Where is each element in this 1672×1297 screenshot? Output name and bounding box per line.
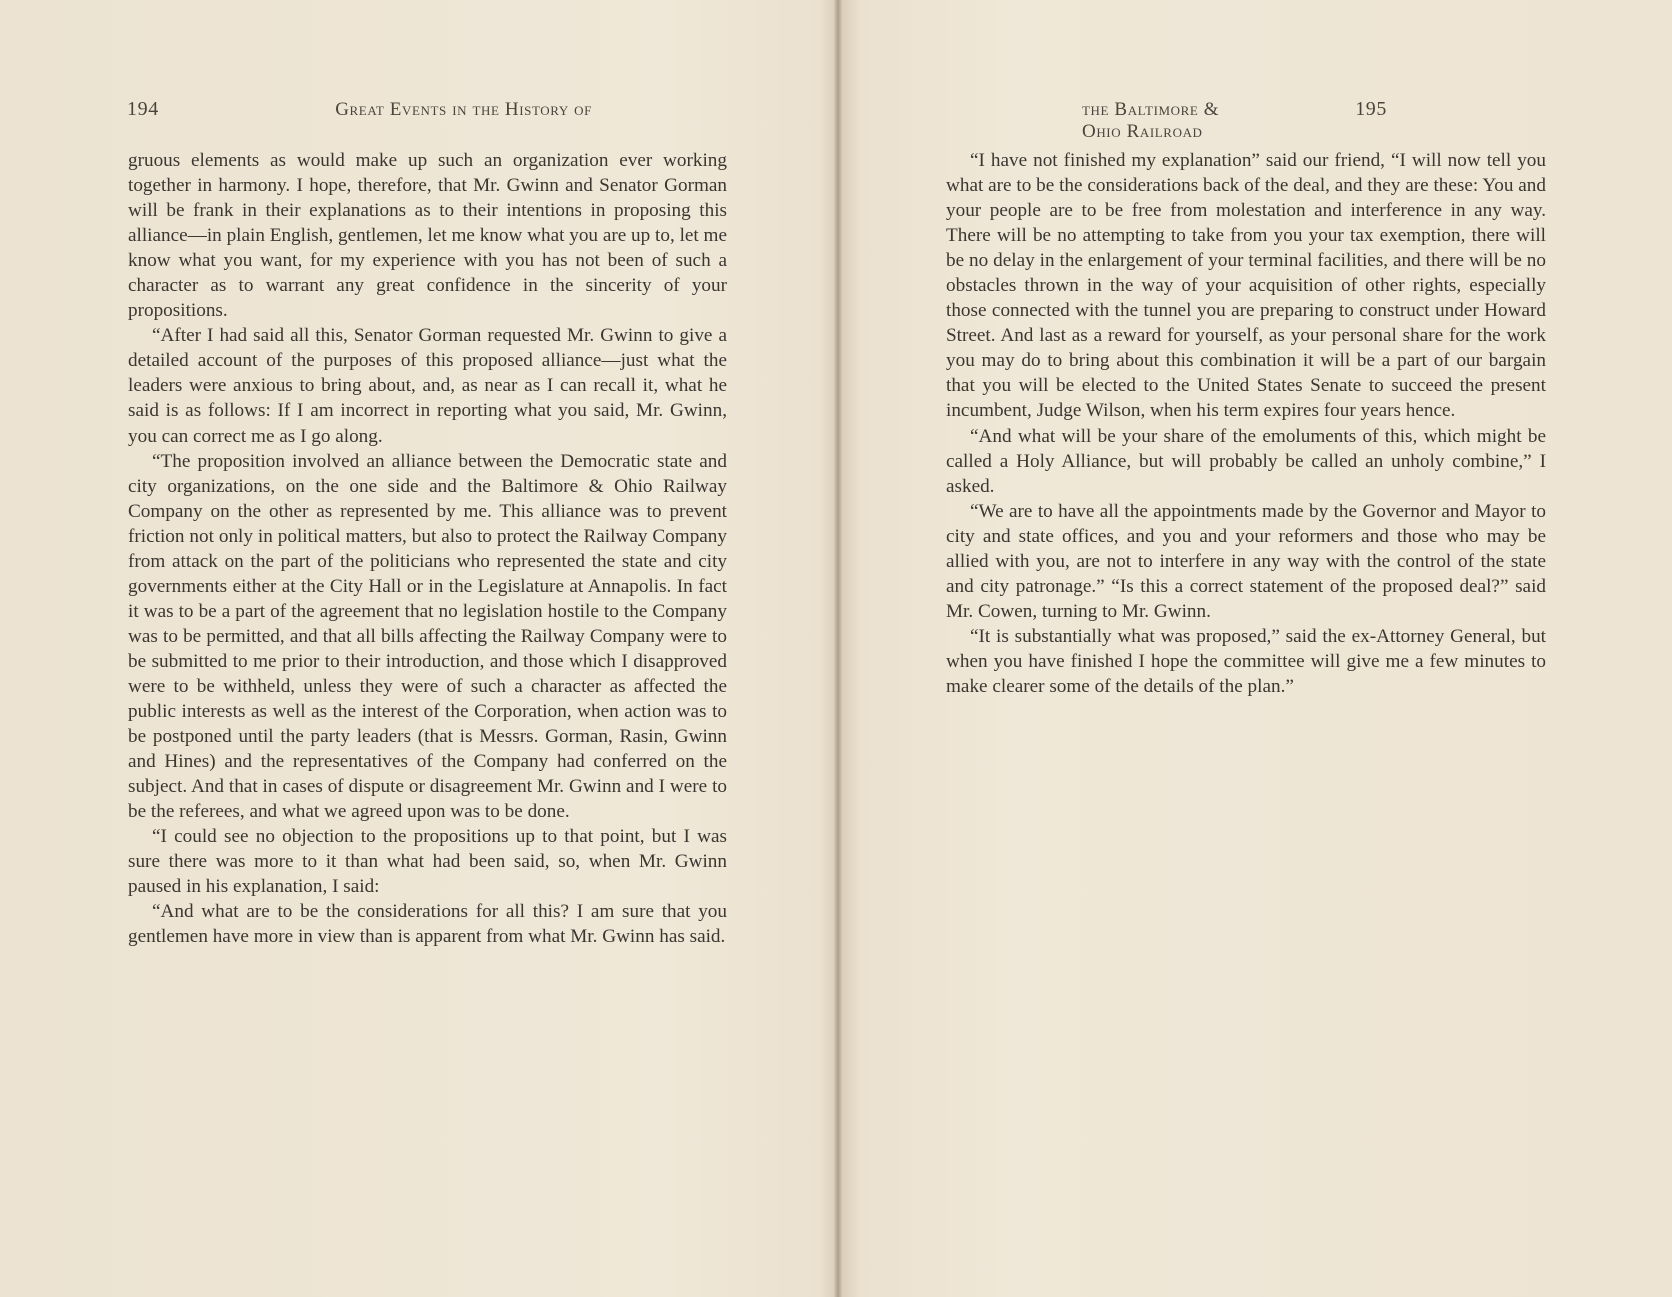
left-running-head [127,98,727,124]
paragraph: “And what are to be the considerations for all this? I am sure that you gentlemen have more in view than is apparent from what Mr. Gwinn has said. [128,901,727,948]
paragraph: “The proposition involved an alliance between the Democratic state and city organizations, on the one side and the Baltimore & Ohio Railway Company on the other as represented by me. This alliance was to prevent friction not only in political matters, but also to protect the Railway Company from attack on the part of the politicians who represented the state and city governments either at the City Hall or in the Legislature at Annapolis. In fact it was to be a part of the agreement that no legislation hostile to the Company was to be permitted, and that all bills affecting the Railway Company were to be submitted to me prior to their introduction, and those which I disapproved were to be withheld, unless they were of such a character as affected the public interests as well as the interest of the Corporation, when action was to be postponed until the party leaders (that is Messrs. Gorman, Rasin, Gwinn and Hines) and the representatives of the Company had conferred on the subject. And that in cases of dispute or disagreement Mr. Gwinn and I were to be the referees, and what we agreed upon was to be done. [128,450,727,823]
right-page [842,0,1672,1297]
paragraph: “After I had said all this, Senator Gorman requested Mr. Gwinn to give a detailed account of the purposes of this proposed alliance—just what the leaders were anxious to bring about, and, as near as I can recall it, what he said is as follows: If I am incorrect in reporting what you said, Mr. Gwinn, you can correct me as I go along. [128,325,727,447]
left-page [0,0,834,1297]
paragraph: gruous elements as would make up such an organization ever working together in harmony. I hope, therefore, that Mr. Gwinn and Senator Gorman will be frank in their explanations as to their intentions in proposing this alliance—in plain English, gentlemen, let me know what you are up to, let me know what you want, for my experience with you has not been of such a character as to warrant any great confidence in the sincerity of your propositions. [128,150,727,322]
left-page-number: 194 [127,98,159,120]
paragraph: “We are to have all the appointments made by the Governor and Mayor to city and state offices, and you and your reformers and those who may be allied with you, are not to interfere in any way with the control of the state and city patronage.” “Is this a correct statement of the proposed deal?” said Mr. Cowen, turning to Mr. Gwinn. [946,500,1546,622]
paragraph: “And what will be your share of the emoluments of this, which might be called a Holy Alliance, but will probably be called an unholy combine,” I asked. [946,425,1546,497]
left-running-head-title: Great Events in the History of [335,99,592,120]
right-running-head [1082,98,1387,142]
paragraph: “It is substantially what was proposed,” said the ex-Attorney General, but when you have finished I hope the committee will give me a few minutes to make clearer some of the details of the plan.” [946,625,1546,697]
right-running-head-title: the Baltimore & Ohio Railroad [1082,99,1220,142]
paragraph: “I have not finished my explanation” said our friend, “I will now tell you what are to be the considerations back of the deal, and they are these: You and your people are to be free from molestation and interference in any way. There will be no attempting to take from you your tax exemption, there will be no delay in the enlargement of your terminal facilities, and there will be no obstacles thrown in the way of your acquisition of other rights, especially those connected with the tunnel you are preparing to construct under Howard Street. And last as a reward for yourself, as your personal share for the work you may do to bring about this combination it will be a part of our bargain that you will be elected to the United States Senate to succeed the present incumbent, Judge Wilson, when his term expires four years hence. [946,150,1546,422]
paragraph: “I could see no objection to the propositions up to that point, but I was sure there was more to it than what had been said, so, when Mr. Gwinn paused in his explanation, I said: [128,826,727,898]
right-text-block [946,148,1546,699]
book-gutter [834,0,842,1297]
left-text-block [128,148,727,950]
right-page-number: 195 [1355,98,1387,120]
